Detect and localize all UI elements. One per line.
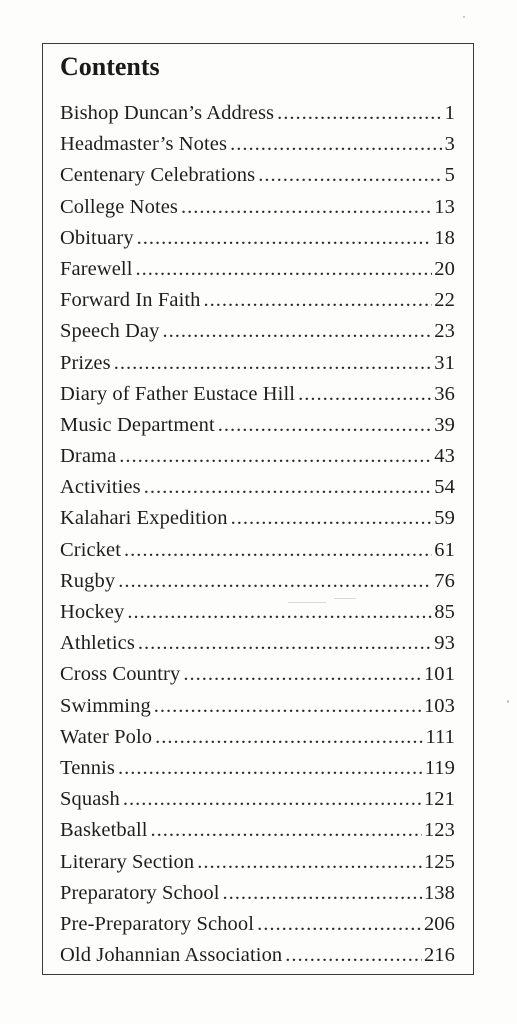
toc-entry	[60, 379, 455, 410]
toc-entry	[60, 691, 455, 722]
toc-entry-page-number: 103	[423, 694, 455, 717]
dot-leader	[123, 784, 422, 815]
toc-entry	[60, 160, 455, 191]
dot-leader	[118, 753, 423, 784]
toc-entry-title: Diary of Father Eustace Hill	[60, 382, 296, 405]
contents-heading: Contents	[60, 52, 160, 81]
toc-entry	[60, 285, 455, 316]
toc-entry	[60, 847, 455, 878]
scan-mark	[334, 598, 356, 599]
toc-entry-title: Centenary Celebrations	[60, 164, 256, 187]
toc-entry-page-number: 5	[444, 164, 455, 187]
toc-entry	[60, 254, 455, 285]
dot-leader	[118, 566, 432, 597]
toc-entry-title: Squash	[60, 788, 120, 811]
toc-entry-page-number: 31	[434, 351, 455, 374]
toc-entry-page-number: 61	[434, 538, 455, 561]
toc-entry-page-number: 13	[434, 195, 455, 218]
toc-entry-page-number: 20	[434, 257, 455, 280]
dot-leader	[155, 722, 423, 753]
toc-entry	[60, 909, 455, 940]
toc-entry-title: College Notes	[60, 195, 179, 218]
toc-entry-title: Speech Day	[60, 320, 160, 343]
dot-leader	[231, 503, 433, 534]
toc-entry-title: Activities	[60, 476, 141, 499]
toc-entry-title: Drama	[60, 445, 117, 468]
dot-leader	[298, 379, 432, 410]
dot-leader	[258, 160, 442, 191]
toc-entry-page-number: 138	[423, 881, 455, 904]
toc-entry-page-number: 93	[434, 632, 455, 655]
toc-entry-page-number: 216	[423, 944, 455, 967]
dot-leader	[223, 878, 422, 909]
toc-entry-title: Athletics	[60, 632, 135, 655]
scan-mark	[288, 602, 326, 603]
toc-entry-title: Tennis	[60, 756, 115, 779]
toc-entry	[60, 878, 455, 909]
toc-entry-page-number: 23	[434, 320, 455, 343]
toc-entry-page-number: 43	[434, 445, 455, 468]
toc-entry-page-number: 125	[423, 850, 455, 873]
toc-entry	[60, 223, 455, 254]
toc-entry-title: Cricket	[60, 538, 122, 561]
dot-leader	[204, 285, 433, 316]
toc-entry-title: Old Johannian Association	[60, 944, 283, 967]
toc-entry	[60, 815, 455, 846]
toc-entry	[60, 129, 455, 160]
toc-entry-title: Pre-Preparatory School	[60, 912, 255, 935]
toc-entry-title: Forward In Faith	[60, 289, 201, 312]
toc-entry	[60, 597, 455, 628]
dot-leader	[114, 348, 433, 379]
toc-entry-page-number: 121	[423, 788, 455, 811]
toc-entry	[60, 566, 455, 597]
dot-leader	[285, 940, 422, 971]
dot-leader	[277, 98, 443, 129]
dot-leader	[138, 628, 432, 659]
toc-entry-page-number: 59	[434, 507, 455, 530]
toc-entry	[60, 192, 455, 223]
toc-entry-title: Hockey	[60, 601, 125, 623]
scan-speck	[463, 16, 465, 18]
toc-entry-title: Swimming	[60, 694, 151, 717]
toc-entry-page-number: 18	[434, 226, 455, 249]
toc-entry	[60, 441, 455, 472]
toc-entry-title: Obituary	[60, 226, 134, 249]
dot-leader	[127, 597, 432, 628]
toc-entry	[60, 410, 455, 441]
toc-entry-title: Basketball	[60, 819, 148, 842]
toc-entry	[60, 784, 455, 815]
toc-entry-title: Water Polo	[60, 725, 153, 748]
toc-entry-title: Headmaster’s Notes	[60, 133, 228, 156]
dot-leader	[218, 410, 433, 441]
dot-leader	[197, 847, 422, 878]
toc-entry-page-number: 85	[434, 601, 455, 623]
toc-entry-title: Music Department	[60, 413, 215, 436]
toc-entry	[60, 940, 455, 971]
toc-entry-page-number: 39	[434, 413, 455, 436]
toc-entry-page-number: 36	[434, 382, 455, 405]
toc-entry-title: Preparatory School	[60, 881, 220, 904]
dot-leader	[151, 815, 422, 846]
toc-entry-title: Rugby	[60, 569, 116, 592]
toc-entry	[60, 535, 455, 566]
toc-entry	[60, 472, 455, 503]
toc-entry	[60, 503, 455, 534]
toc-entry-title: Kalahari Expedition	[60, 507, 228, 530]
dot-leader	[257, 909, 422, 940]
toc-entry-title: Cross Country	[60, 663, 181, 686]
dot-leader	[230, 129, 443, 160]
toc-entry	[60, 722, 455, 753]
dot-leader	[124, 535, 432, 566]
dot-leader	[144, 472, 433, 503]
toc-entry-page-number: 119	[424, 756, 455, 779]
scan-speck	[507, 700, 509, 703]
toc-entry-page-number: 1	[444, 102, 455, 124]
toc-entry-page-number: 22	[434, 289, 455, 312]
dot-leader	[137, 223, 433, 254]
toc-entry-title: Prizes	[60, 351, 111, 374]
dot-leader	[119, 441, 432, 472]
toc-entry-title: Literary Section	[60, 850, 195, 873]
toc-entry-page-number: 76	[434, 569, 455, 592]
toc-entry	[60, 316, 455, 347]
dot-leader	[162, 316, 432, 347]
toc-entry	[60, 348, 455, 379]
dot-leader	[154, 691, 422, 722]
dot-leader	[181, 192, 432, 223]
toc-entry-title: Farewell	[60, 257, 133, 280]
toc-entry-page-number: 3	[444, 133, 455, 156]
toc-entry	[60, 628, 455, 659]
dot-leader	[183, 659, 422, 690]
toc-entry-page-number: 54	[434, 476, 455, 499]
toc-entry	[60, 753, 455, 784]
toc-entry-page-number: 206	[423, 912, 455, 935]
toc-entry-page-number: 111	[425, 725, 455, 748]
toc-entry	[60, 659, 455, 690]
toc-entry	[60, 98, 455, 129]
toc-entry-page-number: 123	[423, 819, 455, 842]
table-of-contents	[60, 98, 455, 971]
toc-entry-page-number: 101	[423, 663, 455, 686]
dot-leader	[136, 254, 433, 285]
toc-entry-title: Bishop Duncan’s Address	[60, 102, 275, 124]
